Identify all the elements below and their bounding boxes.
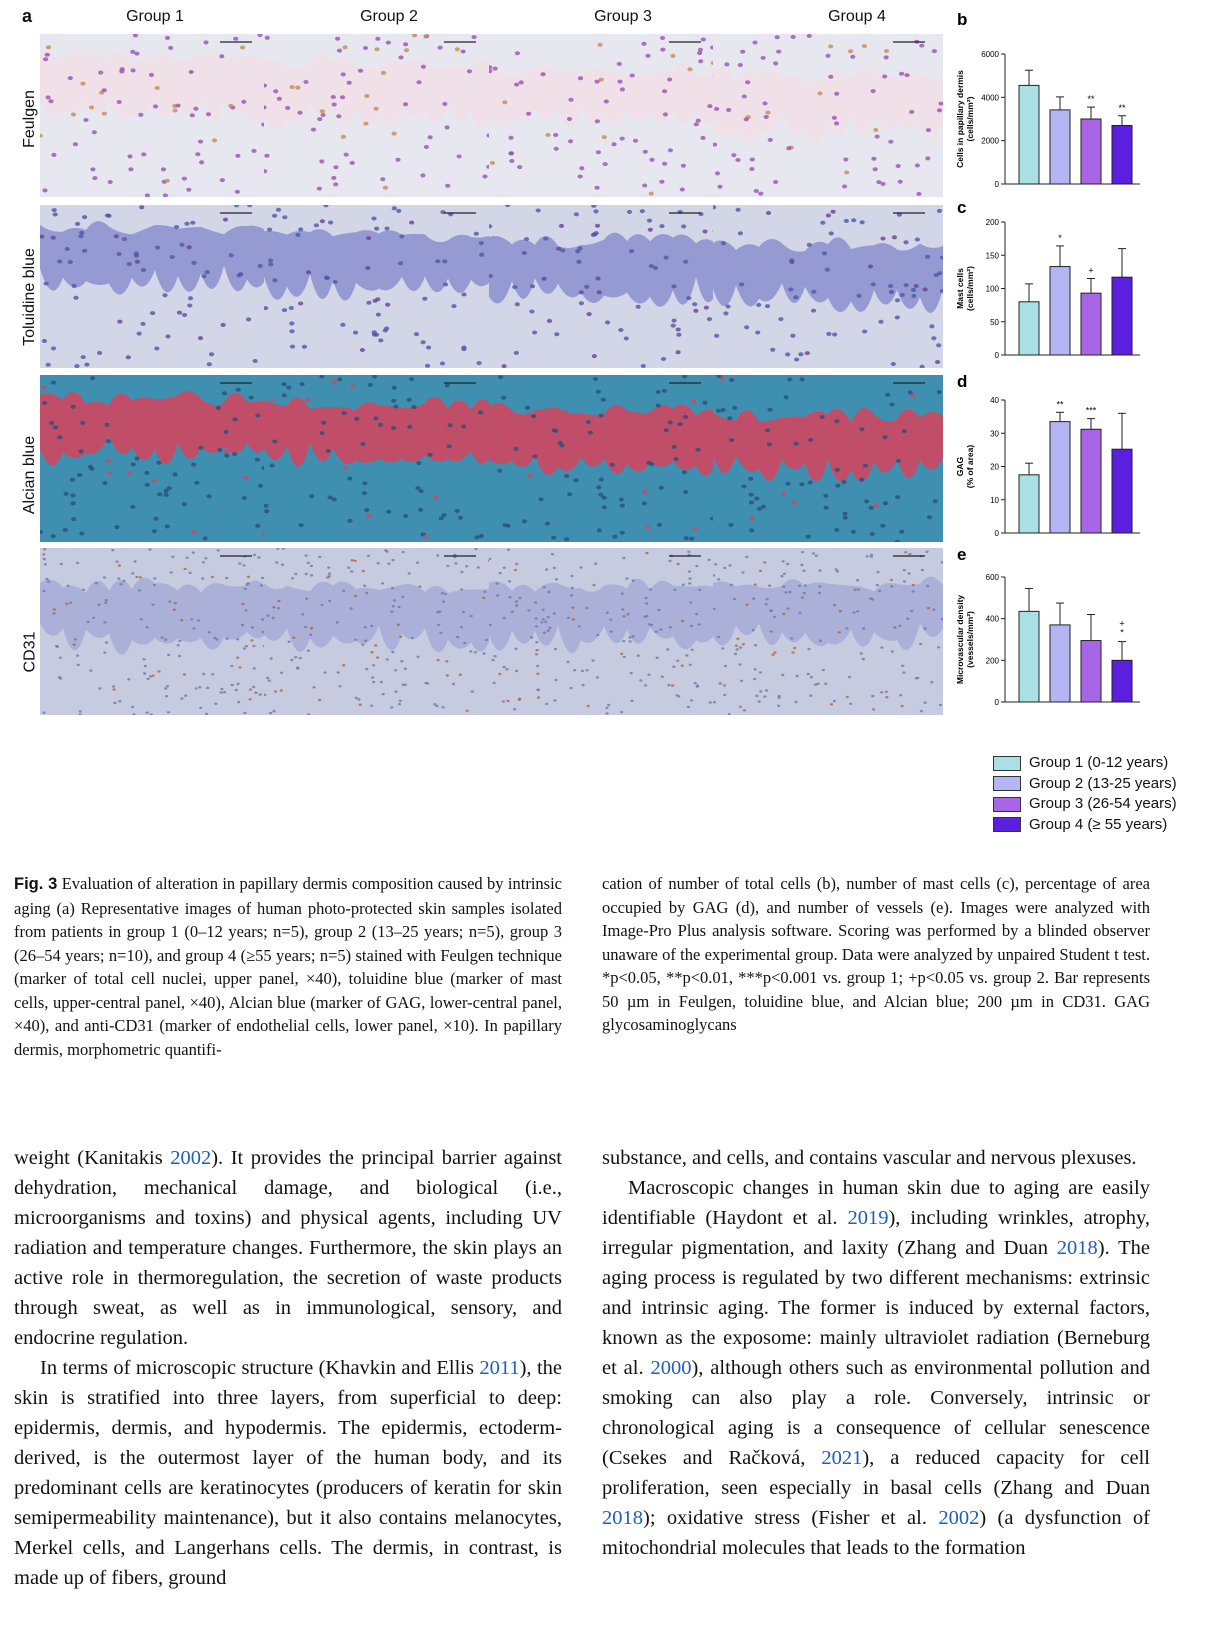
paragraph: weight (Kanitakis 2002). It provides the principal barrier against dehydration, mechanical damage, and biological (i.e., microorganisms and toxins) and physical agents, including UV radiation and temperature changes. Furthermore, the skin plays an active role in thermoregulation, the secretion of waste products through sweat, as well as in immunological, sensory, and endocrine regulation.: [14, 1147, 562, 1349]
y-tick-label: 200: [985, 218, 999, 227]
legend-item-group-4: Group 4 (≥ 55 years): [993, 815, 1177, 836]
figure-caption-right: cation of number of total cells (b), number of mast cells (c), percentage of area occupied by GAG (d), and number of vessels (e). Images were analyzed with Image-Pro Plus analysis software. Scoring was performed by a blinded observer unaware of the experimental group. Data were analyzed by unpaired Student t test. *p<0.05, **p<0.01, ***p<0.001 vs. group 1; +p<0.05 vs. group 2. Bar represents 50 µm in Feulgen, toluidine blue, and Alcian blue; 200 µm in CD31. GAG glycosaminoglycans: [602, 874, 1150, 1034]
row-label-toluidine-blue: Toluidine blue: [21, 248, 39, 346]
significance-label: **: [1118, 102, 1126, 113]
citation-link[interactable]: 2018: [1056, 1237, 1098, 1259]
citation-link[interactable]: 2021: [821, 1447, 863, 1469]
bar-group-2: [1050, 110, 1070, 184]
legend-swatch: [993, 776, 1021, 791]
figure-label: Fig. 3: [14, 875, 58, 893]
panel-letter: e: [957, 547, 967, 564]
y-tick-label: 50: [990, 317, 999, 327]
bar-group-1: [1019, 611, 1039, 702]
micrograph-toluidine-blue-group-1: [40, 205, 270, 368]
bar-group-2: [1050, 422, 1070, 533]
panel-letter: c: [957, 200, 967, 217]
column-header-group-2: Group 2: [360, 8, 418, 25]
bar-group-3: [1081, 293, 1101, 355]
column-header-group-4: Group 4: [828, 8, 886, 25]
micrograph-alcian-blue-group-4: [713, 375, 943, 542]
significance-label: +: [1088, 265, 1094, 276]
micrograph-cd31-group-2: [264, 548, 494, 715]
citation-link[interactable]: 2002: [170, 1147, 212, 1169]
row-label-feulgen: Feulgen: [21, 90, 39, 148]
y-tick-label: 0: [994, 529, 999, 538]
citation-link[interactable]: 2011: [479, 1357, 520, 1379]
y-tick-label: 200: [985, 656, 999, 666]
panel-letter: d: [957, 374, 968, 391]
micrograph-feulgen-group-4: [713, 34, 943, 197]
significance-label: **: [1087, 94, 1095, 105]
significance-label: **: [1056, 399, 1064, 410]
bar-group-3: [1081, 641, 1101, 702]
micrograph-alcian-blue-group-3: [489, 375, 719, 542]
bar-group-2: [1050, 625, 1070, 702]
paragraph: substance, and cells, and contains vascular and nervous plexuses.: [602, 1147, 1137, 1169]
figure-caption-left: Fig. 3 Evaluation of alteration in papillary dermis composition caused by intrinsic aging (a) Representative images of human photo-protected skin samples isolated from patients in group 1 (0–12 years; n=5), group 2 (13–25 years; n=5), group 3 (26–54 years; n=10), and group 4 (≥55 years; n=5) stained with Feulgen technique (marker of total cell nuclei, upper panel, ×40), toluidine blue (marker of mast cells, upper-central panel, ×40), Alcian blue (marker of GAG, lower-central panel, ×40), and anti-CD31 (marker of endothelial cells, lower panel, ×10). In papillary dermis, morphometric quantifi-: [14, 874, 562, 1059]
significance-label: + *: [1119, 618, 1125, 638]
chart-d: [945, 374, 1185, 559]
y-tick-label: 40: [990, 396, 999, 405]
micrograph-cd31-group-1: [40, 548, 270, 715]
micrograph-cd31-group-4: [713, 548, 943, 715]
panel-a-letter: a: [22, 6, 33, 26]
bar-group-3: [1081, 429, 1101, 533]
paragraph: Macroscopic changes in human skin due to aging are easily identifiable (Haydont et al. 2019), including wrinkles, atrophy, irregular pigmentation, and laxity (Zhang and Duan 2018). The aging process is regulated by two different mechanisms: extrinsic and intrinsic aging. The former is induced by external factors, known as the exposome: mainly ultraviolet radiation (Berneburg et al. 2000), although others such as environmental pollution and smoking can also play a role. Conversely, intrinsic or chronological aging is a consequence of cellular senescence (Csekes and Račková, 2021), a reduced capacity for cell proliferation, seen especially in basal cells (Zhang and Duan 2018); oxidative stress (Fisher et al. 2002) (a dysfunction of mitochondrial molecules that leads to the formation: [602, 1177, 1151, 1559]
bar-group-1: [1019, 302, 1039, 355]
significance-label: ***: [1085, 405, 1097, 416]
row-label-alcian-blue: Alcian blue: [21, 435, 38, 515]
bar-group-1: [1019, 85, 1039, 184]
y-tick-label: 0: [994, 698, 999, 707]
micrograph-cd31-group-3: [489, 548, 719, 715]
y-tick-label: 150: [985, 251, 999, 261]
bar-group-4: [1112, 126, 1132, 185]
chart-e: [945, 547, 1185, 732]
significance-label: *: [1058, 232, 1062, 243]
bar-group-4: [1112, 660, 1132, 702]
y-tick-label: 0: [994, 180, 999, 189]
legend-swatch: [993, 817, 1021, 832]
legend-swatch: [993, 797, 1021, 812]
column-header-group-3: Group 3: [594, 8, 652, 25]
micrograph-feulgen-group-1: [40, 34, 270, 197]
y-tick-label: 4000: [981, 93, 999, 103]
y-axis-label: Cells in papillary dermis(cells/mm²): [955, 70, 975, 168]
bar-group-4: [1112, 277, 1132, 355]
legend-item-group-2: Group 2 (13-25 years): [993, 774, 1177, 795]
paragraph: In terms of microscopic structure (Khavkin and Ellis 2011), the skin is stratified into three layers, from superficial to deep: epidermis, dermis, and hypodermis. The epidermis, ectoderm-derived, is the outermost layer of the human body, and its predominant cells are keratinocytes (producers of keratin for skin semipermeability maintenance), but it also contains melanocytes, Merkel cells, and Langerhans cells. The dermis, in contrast, is made up of fibers, ground: [14, 1357, 562, 1589]
body-column-right: [602, 1143, 1150, 1563]
y-axis-label: Microvascular density(vessels/mm²): [955, 594, 975, 685]
micrograph-toluidine-blue-group-2: [264, 205, 494, 368]
y-axis-label: GAG(% of area): [955, 444, 975, 489]
body-column-left: [14, 1143, 562, 1593]
chart-legend: [993, 753, 1177, 835]
citation-link[interactable]: 2018: [602, 1507, 643, 1529]
bar-group-3: [1081, 119, 1101, 184]
legend-swatch: [993, 756, 1021, 771]
y-tick-label: 2000: [981, 136, 999, 146]
y-axis-label: Mast cells(cells/mm²): [955, 266, 975, 311]
legend-item-group-3: Group 3 (26-54 years): [993, 794, 1177, 815]
y-tick-label: 0: [994, 351, 999, 360]
column-header-group-1: Group 1: [126, 8, 184, 25]
y-tick-label: 100: [985, 284, 999, 294]
bar-group-1: [1019, 475, 1039, 533]
micrograph-alcian-blue-group-2: [264, 375, 494, 542]
bar-group-4: [1112, 449, 1132, 533]
citation-link[interactable]: 2019: [847, 1207, 889, 1229]
legend-item-group-1: Group 1 (0-12 years): [993, 753, 1177, 774]
chart-b: [945, 12, 1185, 197]
row-label-cd31: CD31: [21, 631, 38, 673]
citation-link[interactable]: 2002: [938, 1507, 980, 1529]
micrograph-toluidine-blue-group-4: [713, 205, 943, 368]
citation-link[interactable]: 2000: [650, 1357, 692, 1379]
micrograph-alcian-blue-group-1: [40, 375, 270, 542]
y-tick-label: 600: [985, 573, 999, 582]
micrograph-feulgen-group-3: [489, 34, 719, 197]
micrograph-feulgen-group-2: [264, 34, 494, 197]
bar-group-2: [1050, 267, 1070, 355]
chart-c: [945, 200, 1185, 385]
y-tick-label: 400: [985, 614, 999, 624]
y-tick-label: 6000: [981, 50, 999, 59]
y-tick-label: 10: [990, 495, 999, 505]
y-tick-label: 30: [990, 429, 999, 439]
micrograph-toluidine-blue-group-3: [489, 205, 719, 368]
panel-letter: b: [957, 12, 968, 29]
y-tick-label: 20: [990, 462, 999, 472]
